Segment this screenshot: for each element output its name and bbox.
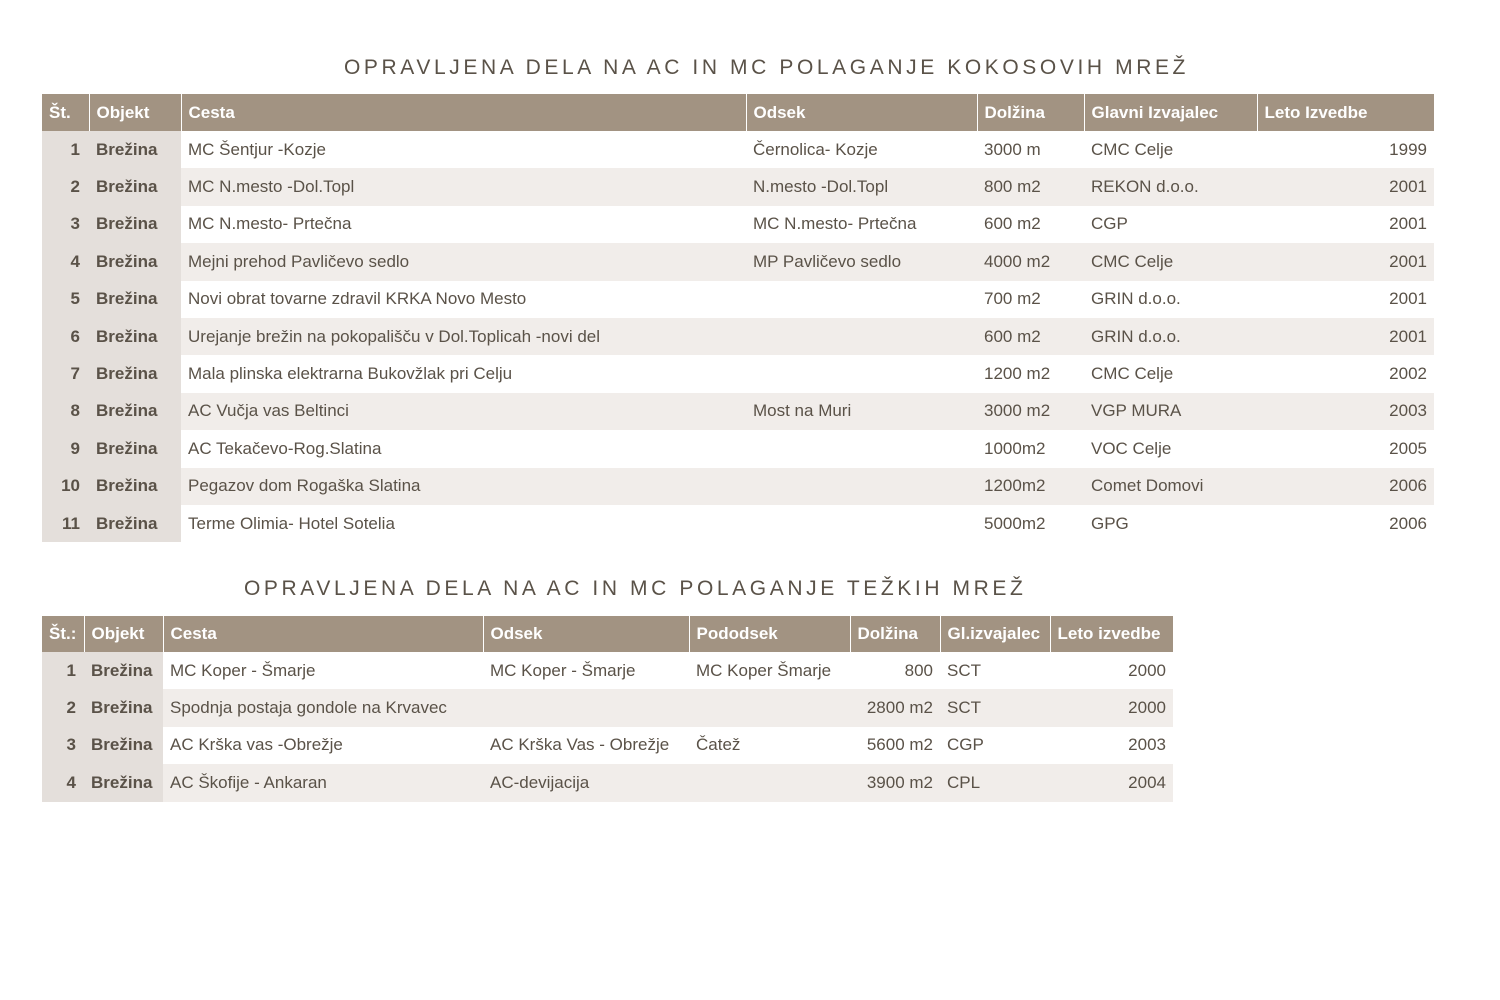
- table-cell: 1000m2: [977, 430, 1084, 467]
- table-cell: MC N.mesto- Prtečna: [181, 206, 746, 243]
- table-cell: VOC Celje: [1084, 430, 1257, 467]
- table-cell: Most na Muri: [746, 393, 977, 430]
- table-cell: 800 m2: [977, 168, 1084, 205]
- table-cell: Brežina: [89, 206, 181, 243]
- table-cell: 2001: [1257, 206, 1434, 243]
- table-cell: Brežina: [84, 652, 163, 689]
- column-header: Odsek: [746, 94, 977, 131]
- table-cell: REKON d.o.o.: [1084, 168, 1257, 205]
- table-cell: Brežina: [89, 355, 181, 392]
- table-cell: AC Škofije - Ankaran: [163, 764, 483, 801]
- table-cell: Spodnja postaja gondole na Krvavec: [163, 689, 483, 726]
- table-cell: [746, 318, 977, 355]
- table-cell: N.mesto -Dol.Topl: [746, 168, 977, 205]
- table-cell: 6: [42, 318, 89, 355]
- table-cell: Mejni prehod Pavličevo sedlo: [181, 243, 746, 280]
- table-cell: Brežina: [89, 318, 181, 355]
- table-cell: 2006: [1257, 468, 1434, 505]
- table-cell: 4: [42, 243, 89, 280]
- table-cell: Pegazov dom Rogaška Slatina: [181, 468, 746, 505]
- table-header-row: [42, 94, 1434, 131]
- table-cell: [746, 505, 977, 542]
- column-header: Št.:: [42, 616, 84, 652]
- table-cell: CMC Celje: [1084, 243, 1257, 280]
- table-cell: MC Koper - Šmarje: [163, 652, 483, 689]
- table-cell: [689, 689, 850, 726]
- table-cell: 2001: [1257, 281, 1434, 318]
- table-cell: [746, 430, 977, 467]
- table-cell: Brežina: [89, 131, 181, 168]
- table-cell: CGP: [940, 727, 1050, 764]
- table-cell: 5: [42, 281, 89, 318]
- table-cell: 4000 m2: [977, 243, 1084, 280]
- table-cell: Brežina: [89, 168, 181, 205]
- table-cell: AC Vučja vas Beltinci: [181, 393, 746, 430]
- table-cell: Brežina: [89, 505, 181, 542]
- column-header: Glavni Izvajalec: [1084, 94, 1257, 131]
- table-cell: Brežina: [89, 430, 181, 467]
- table-cell: 1999: [1257, 131, 1434, 168]
- table-cell: 11: [42, 505, 89, 542]
- table-cell: Čatež: [689, 727, 850, 764]
- table-row: [42, 281, 1434, 318]
- table-cell: AC-devijacija: [483, 764, 689, 801]
- table-cell: VGP MURA: [1084, 393, 1257, 430]
- column-header: Objekt: [89, 94, 181, 131]
- table-cell: GPG: [1084, 505, 1257, 542]
- table-cell: 1200 m2: [977, 355, 1084, 392]
- table-row: [42, 505, 1434, 542]
- table-row: [42, 318, 1434, 355]
- column-header: Cesta: [163, 616, 483, 652]
- table-cell: SCT: [940, 652, 1050, 689]
- table-row: [42, 689, 1173, 726]
- table-cell: [746, 281, 977, 318]
- table-cell: 5600 m2: [850, 727, 940, 764]
- table-cell: Černolica- Kozje: [746, 131, 977, 168]
- table-cell: 2000: [1050, 652, 1173, 689]
- table-row: [42, 393, 1434, 430]
- table-cell: 2000: [1050, 689, 1173, 726]
- table-cell: MC Koper Šmarje: [689, 652, 850, 689]
- table-cell: [746, 355, 977, 392]
- table-cell: 1200m2: [977, 468, 1084, 505]
- table-cell: CMC Celje: [1084, 355, 1257, 392]
- table-cell: 10: [42, 468, 89, 505]
- table-cell: CGP: [1084, 206, 1257, 243]
- table-cell: 2001: [1257, 318, 1434, 355]
- column-header: Gl.izvajalec: [940, 616, 1050, 652]
- table-header-row: [42, 616, 1173, 652]
- column-header: Št.: [42, 94, 89, 131]
- column-header: Dolžina: [850, 616, 940, 652]
- table-cell: 3000 m: [977, 131, 1084, 168]
- table-cell: Brežina: [89, 393, 181, 430]
- column-header: Cesta: [181, 94, 746, 131]
- table-row: [42, 652, 1173, 689]
- table-cell: Terme Olimia- Hotel Sotelia: [181, 505, 746, 542]
- column-header: Dolžina: [977, 94, 1084, 131]
- table-cell: 2002: [1257, 355, 1434, 392]
- coconut-nets-table: [42, 94, 1434, 542]
- table-cell: 1: [42, 652, 84, 689]
- table-cell: 5000m2: [977, 505, 1084, 542]
- table-cell: 2003: [1050, 727, 1173, 764]
- table-cell: MC Koper - Šmarje: [483, 652, 689, 689]
- table-cell: [746, 468, 977, 505]
- table-cell: MP Pavličevo sedlo: [746, 243, 977, 280]
- table-cell: 2001: [1257, 243, 1434, 280]
- column-header: Pododsek: [689, 616, 850, 652]
- table-cell: Brežina: [84, 727, 163, 764]
- table-cell: MC Šentjur -Kozje: [181, 131, 746, 168]
- table-cell: Comet Domovi: [1084, 468, 1257, 505]
- table-cell: Brežina: [84, 764, 163, 801]
- table-row: [42, 206, 1434, 243]
- table1-title: OPRAVLJENA DELA NA AC IN MC POLAGANJE KOKOSOVIH MREŽ: [344, 56, 1189, 79]
- table-cell: 2001: [1257, 168, 1434, 205]
- table-cell: 2005: [1257, 430, 1434, 467]
- table-cell: GRIN d.o.o.: [1084, 281, 1257, 318]
- table-cell: 3: [42, 206, 89, 243]
- table-cell: Brežina: [84, 689, 163, 726]
- table-cell: Brežina: [89, 281, 181, 318]
- table-cell: 1: [42, 131, 89, 168]
- table-cell: [483, 689, 689, 726]
- table-cell: 3000 m2: [977, 393, 1084, 430]
- table-cell: Novi obrat tovarne zdravil KRKA Novo Mesto: [181, 281, 746, 318]
- table2-title: OPRAVLJENA DELA NA AC IN MC POLAGANJE TEŽKIH MREŽ: [244, 577, 1027, 600]
- table-cell: Brežina: [89, 243, 181, 280]
- column-header: Leto Izvedbe: [1257, 94, 1434, 131]
- table-cell: MC N.mesto- Prtečna: [746, 206, 977, 243]
- table-cell: 2: [42, 689, 84, 726]
- column-header: Odsek: [483, 616, 689, 652]
- table-cell: 3900 m2: [850, 764, 940, 801]
- table-cell: SCT: [940, 689, 1050, 726]
- table-cell: MC N.mesto -Dol.Topl: [181, 168, 746, 205]
- table-cell: 800: [850, 652, 940, 689]
- column-header: Objekt: [84, 616, 163, 652]
- table-row: [42, 727, 1173, 764]
- table-cell: 600 m2: [977, 206, 1084, 243]
- table-row: [42, 355, 1434, 392]
- table-cell: 3: [42, 727, 84, 764]
- table-cell: 700 m2: [977, 281, 1084, 318]
- table-cell: 2003: [1257, 393, 1434, 430]
- table-cell: 7: [42, 355, 89, 392]
- table-cell: GRIN d.o.o.: [1084, 318, 1257, 355]
- heavy-nets-table: [42, 616, 1173, 802]
- table-row: [42, 131, 1434, 168]
- table-cell: 2006: [1257, 505, 1434, 542]
- table-cell: CMC Celje: [1084, 131, 1257, 168]
- table-row: [42, 764, 1173, 801]
- table-cell: 8: [42, 393, 89, 430]
- table-cell: AC Krška Vas - Obrežje: [483, 727, 689, 764]
- table-cell: AC Krška vas -Obrežje: [163, 727, 483, 764]
- table-row: [42, 243, 1434, 280]
- table-cell: 2004: [1050, 764, 1173, 801]
- table-row: [42, 168, 1434, 205]
- table-cell: Mala plinska elektrarna Bukovžlak pri Celju: [181, 355, 746, 392]
- table-cell: CPL: [940, 764, 1050, 801]
- table-cell: [689, 764, 850, 801]
- column-header: Leto izvedbe: [1050, 616, 1173, 652]
- table-cell: 2: [42, 168, 89, 205]
- table-cell: 4: [42, 764, 84, 801]
- table-cell: 2800 m2: [850, 689, 940, 726]
- table-cell: Brežina: [89, 468, 181, 505]
- table-row: [42, 468, 1434, 505]
- table-row: [42, 430, 1434, 467]
- table-cell: AC Tekačevo-Rog.Slatina: [181, 430, 746, 467]
- table-cell: Urejanje brežin na pokopališču v Dol.Toplicah -novi del: [181, 318, 746, 355]
- table-cell: 600 m2: [977, 318, 1084, 355]
- table-cell: 9: [42, 430, 89, 467]
